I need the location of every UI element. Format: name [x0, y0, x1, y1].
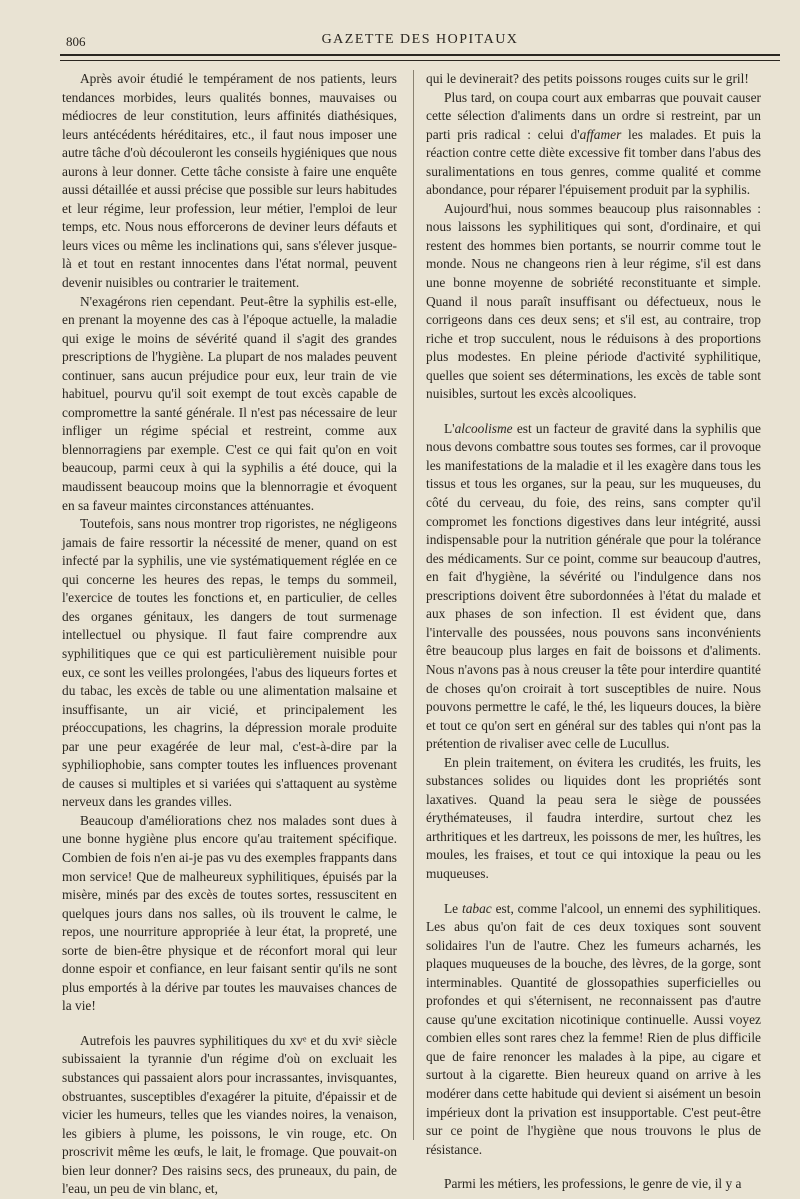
paragraph: Toutefois, sans nous montrer trop rigoristes, ne négligeons jamais de faire ressortir la nécessité de mener, quand on est infecté par la syphilis, une vie systématiquement réglée en ce qui concerne les heures des repas, le temps du sommeil, l'exercice de toutes les fonctions et, en particulier, de celles des organes génitaux, les dangers de tout surmenage intellectuel ou physique. Il faut faire comprendre aux syphilitiques que ce qui est particulièrement nuisible pour eux, ce sont les veilles prolongées, l'abus des liqueurs fortes et du tabac, les excès de table ou une alimentation malsaine et insuffisante, un air vicié, et principalement les préoccupations, les chagrins, la dépression morale produite par une peur exagérée de leur mal, c'est-à-dire par la syphiliophobie, sans compter toutes les influences provenant de causes si multiples et si variées qui s'attaquent au système nerveux dans les grandes villes. [62, 516, 397, 810]
page-number: 806 [66, 34, 86, 49]
right-column [426, 70, 761, 1194]
left-column [62, 70, 397, 1199]
paragraph: Beaucoup d'améliorations chez nos malades sont dues à une bonne hygiène plus encore qu'au traitement spécifique. Combien de fois n'en ai-je pas vu des exemples frappants dans mon service! Que de malheureux syphilitiques, épuisés par la misère, minés par des excès de toutes sortes, ressuscitent en quelques jours dans nos salles, où ils trouvent le calme, le repos, une nourriture appropriée à leur état, la propreté, une sorte de bien-être physique et de réconfort moral qui leur donne espoir et confiance, en leur faisant sentir qu'ils ne sont plus emportés à la dérive par toutes les mauvaises chances de la vie! [62, 812, 397, 1014]
text-run: Plus tard, on coupa court aux embarras que pouvait causer cette sélection d'aliments dans un ordre si restreint, par un parti pris radical : celui d' [426, 89, 761, 142]
paragraph [426, 89, 761, 200]
paragraph: N'exagérons rien cependant. Peut-être la syphilis est-elle, en prenant la moyenne des cas à l'époque actuelle, la maladie qui exige le moins de sévérité quand il s'agit des grandes prescriptions de l'hygiène. La plupart de nos malades peuvent continuer, sans aucun préjudice pour eux, leur train de vie habituel, pourvu qu'il soit exempt de tout excès capable de compromettre la santé générale. Il n'est pas nécessaire de leur infliger un régime spécial et restreint, comme aux blennorragiens par exemple. C'est ce qui fait qu'on en voit beaucoup, parmi ceux à qui la syphilis a été douce, qui la maudissent beaucoup moins que la blennorragie et évoquent en sa faveur maintes circonstances atténuantes. [62, 293, 397, 513]
page-header [60, 30, 780, 52]
paragraph [426, 420, 761, 754]
paragraph: Parmi les métiers, les professions, le genre de vie, il y a [444, 1176, 742, 1192]
text-run: L' [444, 420, 455, 436]
paragraph [426, 900, 761, 1160]
paragraph: Après avoir étudié le tempérament de nos patients, leurs tendances morbides, leurs qualités bonnes, mauvaises ou médiocres de leur constitution, leurs affinités diathésiques, leurs antécédents héréditaires, etc., il faut nous imposer une autre tâche d'où découleront les conseils hygiéniques que nous aurons à leur donner. Cette tâche consiste à faire une enquête aussi détaillée et aussi précise que possible sur leurs habitudes et leur régime, leur profession, leur métier, l'emploi de leur temps, etc. Nous nous efforcerons de deviner leurs défauts et leurs vices ou même les inclinations qui, sans s'élever jusque-là et tout en restant innocentes dans l'état normal, peuvent devenir nuisibles ou contrarier le traitement. [62, 71, 397, 291]
running-title: GAZETTE DES HOPITAUX [321, 32, 519, 47]
text-run: Le [444, 900, 462, 916]
emphasis: affamer [579, 126, 622, 142]
header-rule [60, 54, 780, 61]
emphasis: tabac [461, 900, 492, 916]
paragraph: En plein traitement, on évitera les crudités, les fruits, les substances solides ou liquides dont les propriétés sont laxatives. Quand la peau sera le siège de poussées érythémateuses, il faudra interdire, surtout chez les arthritiques et les dartreux, les poissons de mer, les huîtres, les moules, les fraises, et tout ce qui intoxique la peau ou les muqueuses. [426, 754, 761, 881]
column-divider [413, 70, 414, 1140]
paragraph: qui le devinerait? des petits poissons rouges cuits sur le gril! [426, 71, 749, 86]
text-run: est un facteur de gravité dans la syphilis que nous devons combattre sous toutes ses formes, car il provoque les manifestations de la maladie et il les exagère dans tous les tissus et tous les organes, sur la peau, sur les muqueuses, du côté du cerveau, du foie, des reins, sans compter qu'il compromet les fonctions digestives dans leur intégrité, aussi indispensable pour la nutrition générale que pour la tolérance des médicaments. Sur ce point, comme sur beaucoup d'autres, en fait d'hygiène, la sévérité ou l'indulgence dans nos prescriptions doivent être subordonnées à l'état du malade et aux phases de son infection. Il est évident que, dans l'intervalle des poussées, nous pouvons sans inconvénients être beaucoup plus larges en fait de boissons et d'aliments. Nous n'avons pas à nous creuser la tête pour interdire quantité de choses qu'on croirait à tort susceptibles de nuire. Nous pouvons permettre le café, le thé, les liqueurs douces, la bière et tout ce qu'on sert en général sur des tables qui n'ont pas la prétention de rivaliser avec celle de Lucullus. [426, 420, 761, 752]
paragraph: Aujourd'hui, nous sommes beaucoup plus raisonnables : nous laissons les syphilitiques qui sont, d'ordinaire, et qui restent des hommes bien portants, se nourrir comme tout le monde. Nous ne changeons rien à leur régime, s'il est dans une bonne moyenne de sobriété reconstituante et simple. Quand il nous paraît insuffisant ou défectueux, nous le corrigeons dans ces deux sens; et s'il est, au contraire, trop riche et trop succulent, nous le réduisons à des proportions plus modestes. En pleine période d'activité syphilitique, quelles que soient ses déterminations, les excès de table sont nuisibles, surtout les excès alcooliques. [426, 200, 761, 402]
text-run: les malades. Et puis la réaction contre cette diète excessive fit tomber dans l'abus des suralimentations en tous genres, comme qualité et comme abondance, pour réparer l'épuisement produit par la syphilis. [426, 126, 761, 198]
text-run: est, comme l'alcool, un ennemi des syphilitiques. Les abus qu'on fait de ces deux toxiques sont souvent solidaires l'un de l'autre. Chez les fumeurs acharnés, les plaques muqueuses de la bouche, des lèvres, de la gorge, sont interminables. Quantité de glossopathies superficielles ou profondes et qui s'éternisent, ne reconnaissent pas d'autre cause qu'une excitation nicotinique continuelle. Aussi voyez combien elles sont rares chez la femme! Rien de plus difficile que de faire renoncer les malades à la pipe, au cigare et surtout à la cigarette. Bien heureux quand on arrive à les modérer dans cette habitude qui devient si aisément un besoin impérieux dont la privation est insupportable. C'est peut-être sur ce point de l'hygiène que nous trouvons le plus de résistance. [426, 900, 761, 1157]
paragraph: Autrefois les pauvres syphilitiques du xvᵉ et du xviᵉ siècle subissaient la tyrannie d'un régime d'où on excluait les substances qui passaient alors pour incrassantes, invisquantes, obstruantes, susceptibles d'exagérer la pituite, d'épaissir et de vicier les humeurs, telles que les viandes noires, la venaison, les gibiers à plume, les poissons, le vin rouge, etc. On proscrivit même les œufs, le lait, le fromage. Que pouvait-on bien leur donner? Des raisins secs, des pruneaux, du pain, de l'eau, un peu de vin blanc, et, [62, 1032, 397, 1197]
emphasis: alcoolisme [454, 420, 513, 436]
